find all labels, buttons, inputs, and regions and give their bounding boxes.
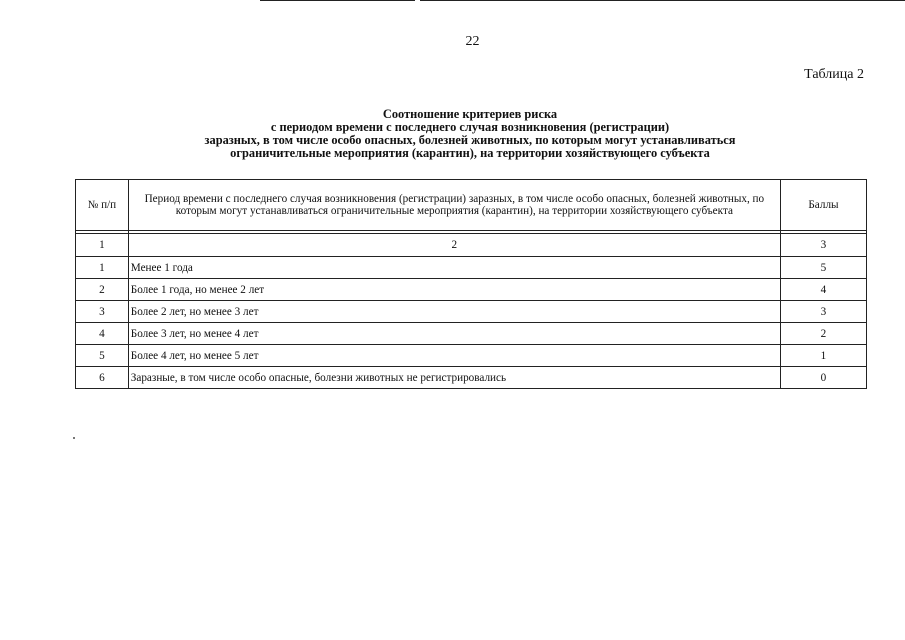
table-row xyxy=(76,367,867,389)
row-period: Более 2 лет, но менее 3 лет xyxy=(128,301,780,323)
title-line: ограничительные мероприятия (карантин), на территории хозяйствующего субъекта xyxy=(230,146,710,160)
table-row xyxy=(76,257,867,279)
row-num: 2 xyxy=(76,279,129,301)
title-line: заразных, в том числе особо опасных, болезней животных, по которым могут устанавливаться xyxy=(204,133,736,147)
table-row xyxy=(76,279,867,301)
header-num-label: № п/п xyxy=(87,199,117,211)
column-number-row xyxy=(76,234,867,257)
column-number: 2 xyxy=(128,234,780,257)
document-title xyxy=(75,108,865,160)
header-num xyxy=(76,180,129,231)
title-line: Соотношение критериев риска xyxy=(382,107,558,121)
row-num: 3 xyxy=(76,301,129,323)
row-score: 0 xyxy=(780,367,866,389)
row-period: Более 1 года, но менее 2 лет xyxy=(128,279,780,301)
row-score: 2 xyxy=(780,323,866,345)
table-header-row xyxy=(76,180,867,231)
table-row xyxy=(76,323,867,345)
title-line: с периодом времени с последнего случая возникновения (регистрации) xyxy=(270,120,670,134)
row-num: 5 xyxy=(76,345,129,367)
scan-speck xyxy=(73,437,75,439)
header-period: Период времени с последнего случая возникновения (регистрации) заразных, в том числе особо опасных, болезней животных, по которым могут устанавливаться ограничительные мероприятия (карантин), на территории хозяйствующего субъекта xyxy=(128,180,780,231)
row-score: 1 xyxy=(780,345,866,367)
row-period: Более 3 лет, но менее 4 лет xyxy=(128,323,780,345)
row-num: 1 xyxy=(76,257,129,279)
top-scan-rule xyxy=(420,0,905,1)
row-period: Более 4 лет, но менее 5 лет xyxy=(128,345,780,367)
row-period: Заразные, в том числе особо опасные, болезни животных не регистрировались xyxy=(128,367,780,389)
top-scan-rule xyxy=(260,0,415,1)
table-row xyxy=(76,301,867,323)
column-number: 1 xyxy=(76,234,129,257)
page-number: 22 xyxy=(465,34,480,49)
row-score: 3 xyxy=(780,301,866,323)
row-period: Менее 1 года xyxy=(128,257,780,279)
row-score: 4 xyxy=(780,279,866,301)
column-number: 3 xyxy=(780,234,866,257)
risk-criteria-table xyxy=(75,179,867,389)
table-row xyxy=(76,345,867,367)
table-label: Таблица 2 xyxy=(804,67,864,82)
row-num: 4 xyxy=(76,323,129,345)
row-score: 5 xyxy=(780,257,866,279)
row-num: 6 xyxy=(76,367,129,389)
header-score: Баллы xyxy=(780,180,866,231)
